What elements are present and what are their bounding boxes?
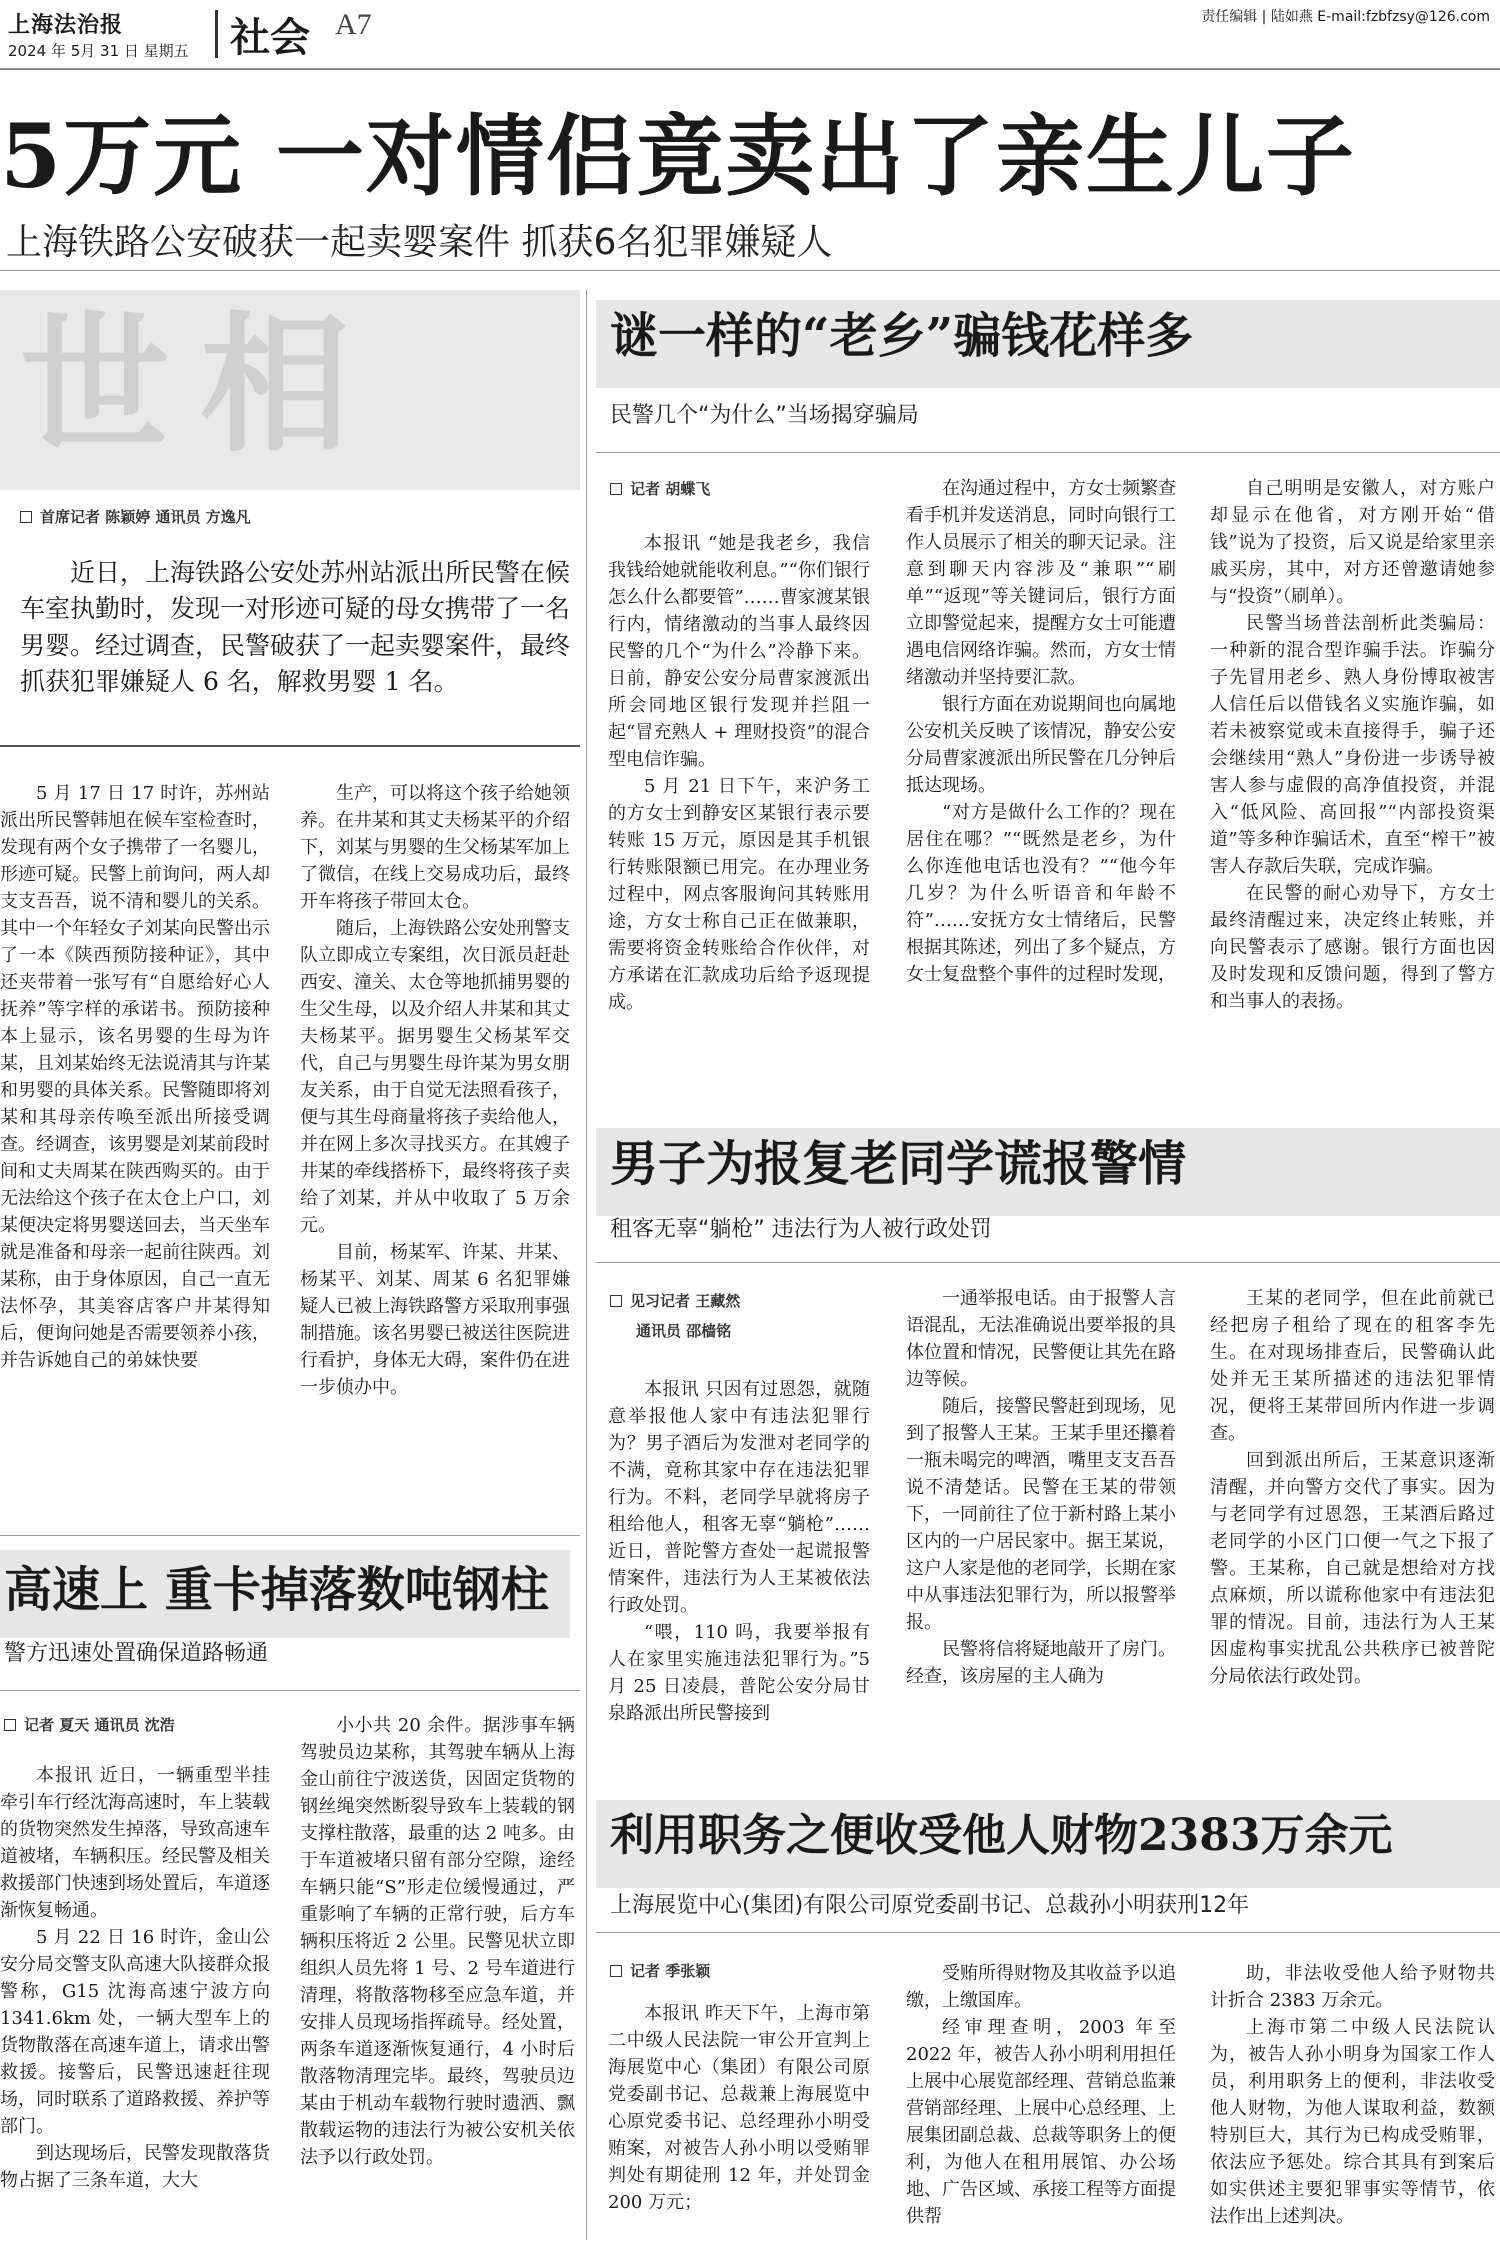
paragraph: 银行方面在劝说期间也向属地公安机关反映了该情况，静安公安分局曹家渡派出所民警在几分钟后抵达现场。: [906, 694, 1176, 796]
lead-column-2: [300, 780, 570, 1520]
story4-col2-text: [300, 1712, 575, 2171]
lead-column-1: [0, 780, 270, 1520]
story3-subheadline: 租客无辜“躺枪” 违法行为人被行政处罚: [610, 1217, 992, 1242]
masthead-rule: [0, 68, 1500, 70]
paragraph: 本报讯 “她是我老乡，我信我钱给她就能收利息。”“你们银行怎么什么都要管”……曹家渡某银行内，情绪激动的当事人最终因民警的几个“为什么”冷静下来。日前，静安公安分局曹家渡派出所会同地区银行发现并拦阻一起“冒充熟人 + 理财投资”的混合型电信诈骗。: [608, 533, 870, 770]
newspaper-name: 上海法治报: [8, 12, 124, 38]
story4-column-1: [0, 1762, 270, 2246]
story5-headline: 利用职务之便收受他人财物2383万余元: [610, 1810, 1393, 1861]
story4-rule: [0, 1690, 580, 1691]
square-icon: [4, 1719, 16, 1731]
banner-calligraphy: 世相: [20, 297, 381, 473]
story4-byline: [4, 1714, 175, 1735]
lead-byline: [20, 506, 251, 527]
story5-column-2: [906, 1960, 1176, 2245]
story3-column-2: [906, 1285, 1176, 1775]
lead-col1-text: 5 月 17 日 17 时许，苏州站派出所民警韩旭在候车室检查时，发现有两个女子携带了一名婴儿，形迹可疑。民警上前询问，两人却支支吾吾，说不清和婴儿的关系。其中一个年轻女子刘某向民警出示了一本《陕西预防接种证》，其中还夹带着一张写有“自愿给好心人抚养”等字样的承诺书。预防接种本上显示，该名男婴的生母为许某，且刘某始终无法说清其与许某和男婴的具体关系。民警随即将刘某和其母亲传唤至派出所接受调查。经调查，该男婴是刘某前段时间和丈夫周某在陕西购买的。由于无法给这个孩子在太仓上户口，刘某便决定将男婴送回去，当天坐车就是准备和母亲一起前往陕西。刘某称，由于身体原因，自己一直无法怀孕，其美容店客户井某得知后，便询问她是否需要领养小孩，并告诉她自己的弟妹快要: [0, 783, 270, 1371]
story2-col1-text: [608, 530, 870, 1016]
paragraph: 5 月 22 日 16 时许，金山公安分局交警支队高速大队接群众报警称，G15 沈海高速宁波方向 1341.6km 处，一辆大型车上的货物散落在高速车道上，请求出警救援。接警后，民警迅速赶往现场，同时联系了道路救援、养护等部门。: [0, 1927, 270, 2137]
story4-headline: 高速上 重卡掉落数吨钢柱: [4, 1562, 549, 1618]
story2-rule: [596, 452, 1500, 453]
story5-col1-text: [608, 2000, 870, 2216]
story3-rule: [596, 1262, 1500, 1263]
story2-col3-text: [1210, 475, 1495, 1015]
story3-header: [596, 1128, 1500, 1216]
editor-credit: 责任编辑 | 陆如燕 E-mail:fzbfzsy@126.com: [1201, 9, 1490, 25]
issue-date: 2024 年 5月 31 日 星期五: [8, 42, 189, 60]
story5-col3-text: [1210, 1960, 1495, 2230]
paragraph: 本报讯 昨天下午，上海市第二中级人民法院一审公开宣判上海展览中心（集团）有限公司原党委副书记、总裁兼上海展览中心原党委书记、总经理孙小明受贿案，对被告人孙小明以受贿罪判处有期徒刑 12 年，并处罚金 200 万元；: [608, 2003, 870, 2213]
paragraph: 自己明明是安徽人，对方账户却显示在他省，对方刚开始“借钱”说为了投资，后又说是给家里亲戚买房，其中，对方还曾邀请她参与“投资”（刷单）。: [1210, 478, 1495, 607]
story5-subheadline: 上海展览中心(集团)有限公司原党委副书记、总裁孙小明获刑12年: [610, 1893, 1250, 1918]
paragraph: 本报讯 近日，一辆重型半挂牵引车行经沈海高速时，车上装载的货物突然发生掉落，导致高速车道被堵，车辆积压。经民警及相关救援部门快速到场处置后，车道逐渐恢复畅通。: [0, 1765, 270, 1921]
story3-headline: 男子为报复老同学谎报警情: [610, 1136, 1187, 1192]
intro-rule: [0, 745, 580, 747]
square-icon: [20, 511, 32, 523]
page-number: A7: [335, 8, 372, 41]
column-divider: [586, 290, 587, 2240]
lead-byline-text: 首席记者 陈颖婷 通讯员 方逸凡: [40, 508, 251, 526]
story2-col2-text: [906, 475, 1176, 988]
story3-col2-text: [906, 1285, 1176, 1690]
square-icon: [610, 1965, 622, 1977]
paragraph: 在沟通过程中，方女士频繁查看手机并发送消息，同时向银行工作人员展示了相关的聊天记录。注意到聊天内容涉及“兼职”“刷单”“返现”等关键词后，银行方面立即警觉起来，提醒方女士可能遭遇电信网络诈骗。然而，方女士情绪激动并坚持要汇款。: [906, 478, 1176, 688]
story2-byline-text: 记者 胡蝶飞: [630, 480, 711, 498]
section-name: 社会: [230, 15, 310, 61]
paragraph: 在民警的耐心劝导下，方女士最终清醒过来，决定终止转账，并向民警表示了感谢。银行方面也因及时发现和反馈问题，得到了警方和当事人的表扬。: [1210, 883, 1495, 1012]
story2-header: [596, 300, 1500, 388]
paragraph: “对方是做什么工作的？现在居住在哪？”“既然是老乡，为什么你连他电话也没有？”“他今年几岁？为什么听语音和年龄不符”……安抚方女士情绪后，民警根据其陈述，列出了多个疑点，方女士复盘整个事件的过程时发现，: [906, 802, 1176, 985]
paragraph: “喂，110 吗，我要举报有人在家里实施违法犯罪行为。”5 月 25 日凌晨，普陀公安分局甘泉路派出所民警接到: [608, 1622, 870, 1724]
paragraph: 随后，上海铁路公安处刑警支队立即成立专案组，次日派员赶赴西安、潼关、太仓等地抓捕男婴的生父生母，以及介绍人井某和其丈夫杨某平。据男婴生父杨某军交代，自己与男婴生母许某为男女朋友关系，由于自觉无法照看孩子，便与其生母商量将孩子卖给他人，并在网上多次寻找买方。在其嫂子井某的牵线搭桥下，最终将孩子卖给了刘某，并从中收取了 5 万余元。: [300, 918, 570, 1236]
masthead-divider: [215, 10, 218, 58]
paragraph: 助，非法收受他人给予财物共计折合 2383 万余元。: [1210, 1963, 1495, 2011]
story3-col1-text: [608, 1376, 870, 1727]
story4-col1-text: [0, 1762, 270, 2194]
story2-headline: 谜一样的“老乡”骗钱花样多: [610, 308, 1194, 364]
paragraph: 一通举报电话。由于报警人言语混乱，无法准确说出要举报的具体位置和情况，民警便让其先在路边等候。: [906, 1288, 1176, 1390]
lead-subheadline: 上海铁路公安破获一起卖婴案件 抓获6名犯罪嫌疑人: [6, 222, 833, 263]
story3-col3-text: [1210, 1285, 1495, 1690]
story4-subheadline: 警方迅速处置确保道路畅通: [4, 1641, 269, 1666]
square-icon: [610, 483, 622, 495]
story3-byline1-text: 见习记者 王藏然: [630, 1292, 741, 1310]
paragraph: 到达现场后，民警发现散落货物占据了三条车道，大大: [0, 2143, 270, 2191]
story5-byline-text: 记者 季张颖: [630, 1962, 711, 1980]
paragraph: 小小共 20 余件。据涉事车辆驾驶员边某称，其驾驶车辆从上海金山前往宁波送货，因固定货物的钢丝绳突然断裂导致车上装载的钢支撑柱散落，最重的达 2 吨多。由于车道被堵只留有部分空隙，途经车辆只能“S”形走位缓慢通过，严重影响了车辆的正常行驶，后方车辆积压将近 2 公里。民警见状立即组织人员先将 1 号、2 号车道进行清理，将散落物移至应急车道，并安排人员现场指挥疏导。经处置，两条车道逐渐恢复通行，4 小时后散落物清理完毕。最终，驾驶员边某由于机动车载物行驶时遗洒、飘散载运物的违法行为被公安机关依法予以行政处罚。: [300, 1715, 575, 2168]
paragraph: 经审理查明，2003 年至 2022 年，被告人孙小明利用担任上展中心展览部经理、营销总监兼营销部经理、上展中心总经理、上展集团副总裁、总裁等职务上的便利，为他人在租用展馆、办公场地、广告区域、承接工程等方面提供帮: [906, 2017, 1176, 2227]
paragraph: 5 月 21 日下午，来沪务工的方女士到静安区某银行表示要转账 15 万元，原因是其手机银行转账限额已用完。在办理业务过程中，网点客服询问其转账用途，方女士称自己正在做兼职，需要将资金转账给合作伙伴，对方承诺在汇款成功后给予返现提成。: [608, 776, 870, 1013]
paragraph: 受贿所得财物及其收益予以追缴，上缴国库。: [906, 1963, 1176, 2011]
lead-headline: 5万元 一对情侣竟卖出了亲生儿子: [0, 104, 1356, 208]
paragraph: 目前，杨某军、许某、井某、杨某平、刘某、周某 6 名犯罪嫌疑人已被上海铁路警方采取刑事强制措施。该名男婴已被送往医院进行看护，身体无大碍，案件仍在进一步侦办中。: [300, 1242, 570, 1398]
story4-top-rule: [0, 1535, 580, 1536]
story3-column-1: [608, 1376, 870, 1776]
story4-byline-text: 记者 夏天 通讯员 沈浩: [24, 1716, 175, 1734]
story2-column-2: [906, 475, 1176, 1080]
story5-rule: [596, 1932, 1500, 1933]
column-banner: [0, 290, 580, 490]
story2-subheadline: 民警几个“为什么”当场揭穿骗局: [610, 403, 919, 428]
paragraph: 本报讯 只因有过恩怨，就随意举报他人家中有违法犯罪行为？男子酒后为发泄对老同学的不满，竟称其家中存在违法犯罪行为。不料，老同学早就将房子租给他人，租客无辜“躺枪”……近日，普陀警方查处一起谎报警情案件，违法行为人王某被依法行政处罚。: [608, 1379, 870, 1616]
story2-byline: [610, 478, 710, 499]
story3-byline-2: 通讯员 邵樯铭: [636, 1322, 732, 1340]
story4-header: [0, 1550, 570, 1638]
lead-col2-text: [300, 780, 570, 1401]
story5-byline: [610, 1960, 710, 1981]
paragraph: 王某的老同学，但在此前就已经把房子租给了现在的租客李先生。在对现场排查后，民警确认此处并无王某所描述的违法犯罪情况，便将王某带回所内作进一步调查。: [1210, 1288, 1495, 1444]
story5-header: [596, 1800, 1500, 1888]
story5-column-1: [608, 2000, 870, 2245]
paragraph: 随后，接警民警赶到现场，见到了报警人王某。王某手里还攥着一瓶未喝完的啤酒，嘴里支支吾吾说不清楚话。民警在王某的带领下，一同前往了位于新村路上某小区内的一户居民家中。据王某说，这户人家是他的老同学，长期在家中从事违法犯罪行为，所以报警举报。: [906, 1396, 1176, 1633]
story3-byline: [610, 1290, 740, 1311]
story5-column-3: [1210, 1960, 1495, 2245]
paragraph: 民警将信将疑地敲开了房门。经查，该房屋的主人确为: [906, 1639, 1176, 1687]
lead-intro: 近日，上海铁路公安处苏州站派出所民警在候车室执勤时，发现一对形迹可疑的母女携带了一名男婴。经过调查，民警破获了一起卖婴案件，最终抓获犯罪嫌疑人 6 名，解救男婴 1 名。: [20, 558, 571, 696]
square-icon: [610, 1295, 622, 1307]
story4-column-2: [300, 1712, 575, 2246]
lead-rule: [0, 270, 1500, 271]
story5-col2-text: [906, 1960, 1176, 2230]
paragraph: 上海市第二中级人民法院认为，被告人孙小明身为国家工作人员，利用职务上的便利，非法收受他人财物，为他人谋取利益，数额特别巨大，其行为已构成受贿罪，依法应予惩处。综合其具有到案后如实供述主要犯罪事实等情节，依法作出上述判决。: [1210, 2017, 1495, 2227]
story2-column-1: [608, 530, 870, 1080]
story3-column-3: [1210, 1285, 1495, 1775]
paragraph: 民警当场普法剖析此类骗局：一种新的混合型诈骗手法。诈骗分子先冒用老乡、熟人身份博取被害人信任后以借钱名义实施诈骗，如若未被察觉或未直接得手，骗子还会继续用“熟人”身份进一步诱导被害人参与虚假的高净值投资，并混入“低风险、高回报”“内部投资渠道”等多种诈骗话术，直至“榨干”被害人存款后失联，完成诈骗。: [1210, 613, 1495, 877]
story2-column-3: [1210, 475, 1495, 1080]
masthead: [0, 0, 1500, 70]
paragraph: 生产，可以将这个孩子给她领养。在井某和其丈夫杨某平的介绍下，刘某与男婴的生父杨某军加上了微信，在线上交易成功后，最终开车将孩子带回太仓。: [300, 783, 570, 912]
paragraph: 回到派出所后，王某意识逐渐清醒，并向警方交代了事实。因为与老同学有过恩怨，王某酒后路过老同学的小区门口便一气之下报了警。王某称，自己就是想给对方找点麻烦，所以谎称他家中有违法犯罪的情况。目前，违法行为人王某因虚构事实扰乱公共秩序已被普陀分局依法行政处罚。: [1210, 1450, 1495, 1687]
